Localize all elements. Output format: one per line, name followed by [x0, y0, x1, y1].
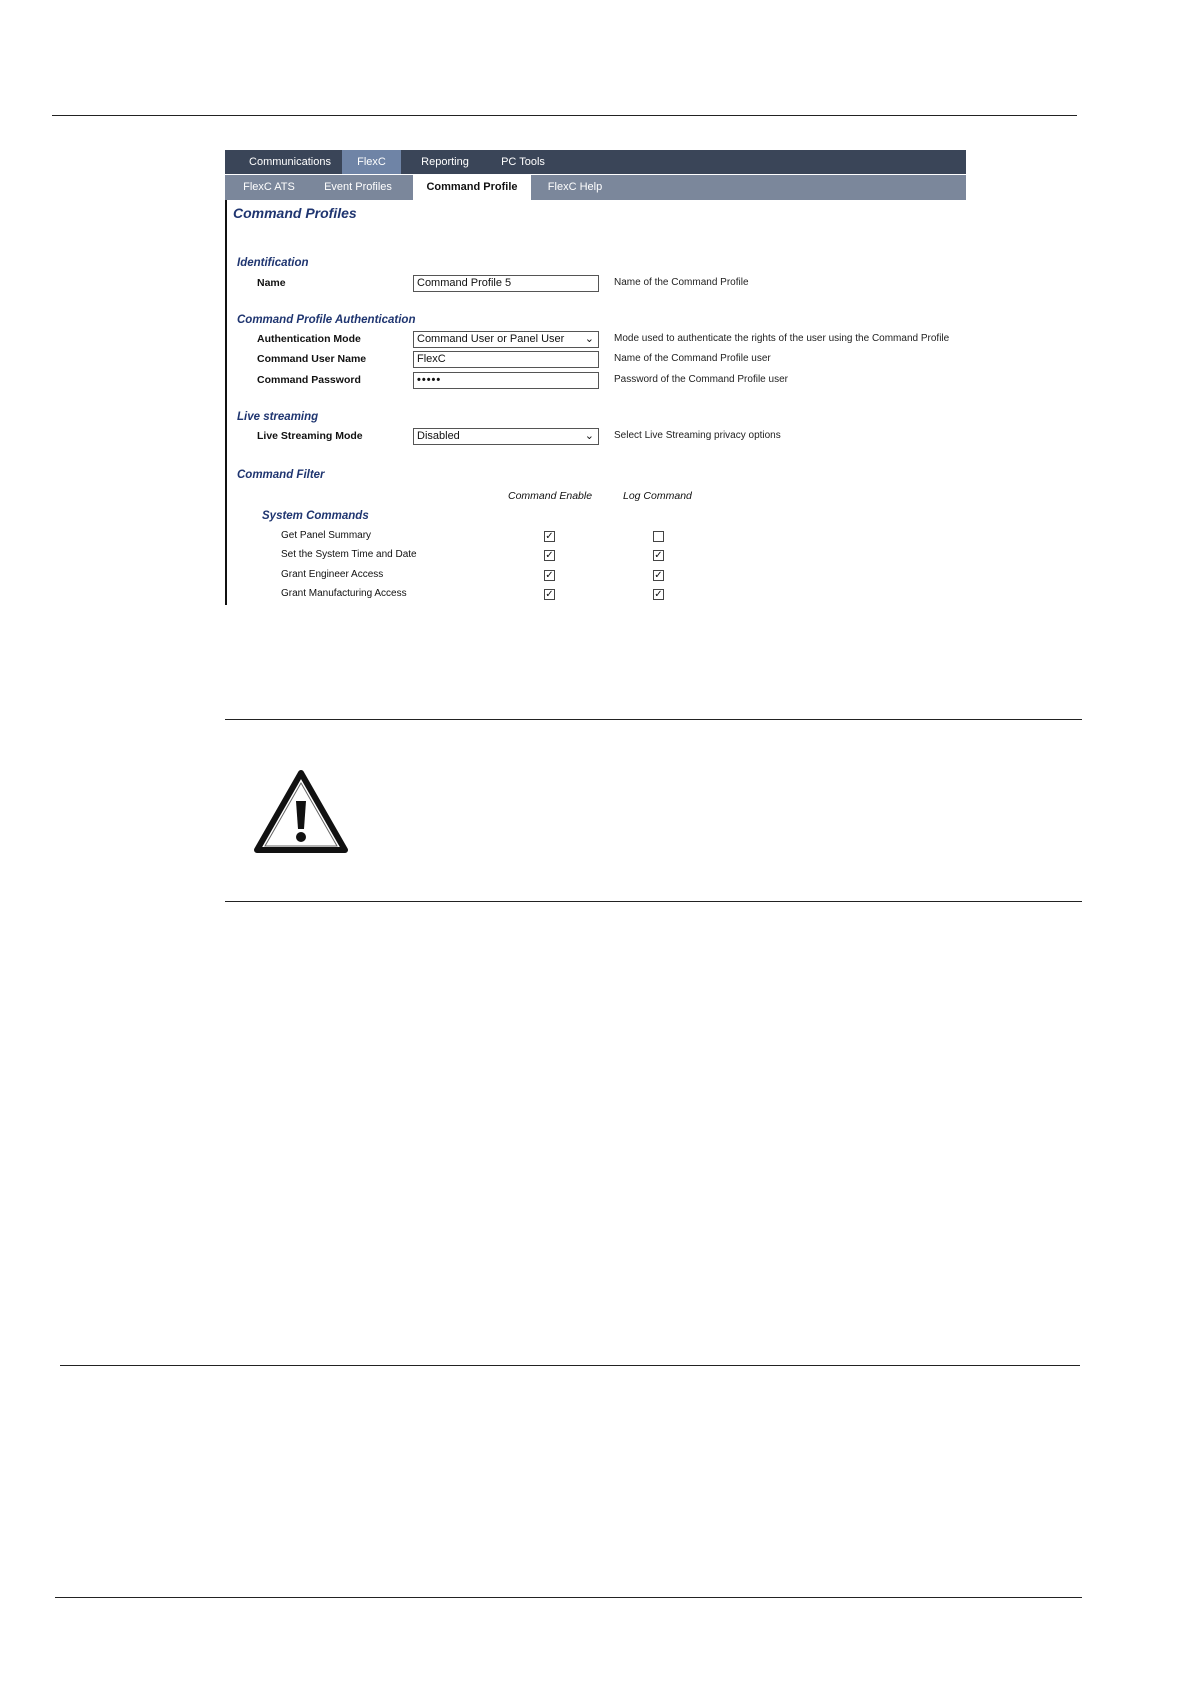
enable-checkbox[interactable] [544, 531, 555, 542]
chevron-down-icon: ⌄ [584, 430, 594, 442]
command-label: Grant Engineer Access [281, 569, 384, 580]
authentication-mode-description: Mode used to authenticate the rights of the user using the Command Profile [614, 333, 950, 344]
table-row [225, 586, 966, 604]
command-user-name-label: Command User Name [257, 353, 367, 365]
live-streaming-heading: Live streaming [237, 411, 319, 423]
log-checkbox[interactable] [653, 531, 664, 542]
name-description: Name of the Command Profile [614, 277, 749, 288]
name-label: Name [257, 277, 286, 289]
check-icon: ✓ [545, 589, 554, 600]
command-filter-heading: Command Filter [237, 469, 325, 481]
authentication-mode-label: Authentication Mode [257, 333, 361, 345]
live-streaming-mode-select[interactable] [413, 428, 599, 445]
command-password-field[interactable]: ••••• [413, 372, 599, 389]
authentication-heading: Command Profile Authentication [237, 314, 416, 326]
log-checkbox[interactable] [653, 570, 664, 581]
tab-flexc-help[interactable]: FlexC Help [547, 181, 603, 193]
check-icon: ✓ [654, 550, 663, 561]
check-icon: ✓ [654, 570, 663, 581]
check-icon: ✓ [545, 550, 554, 561]
tab-pc-tools[interactable]: PC Tools [501, 156, 545, 168]
table-row [225, 567, 966, 585]
tab-communications[interactable]: Communications [249, 156, 331, 168]
live-streaming-mode-description: Select Live Streaming privacy options [614, 430, 781, 441]
identification-heading: Identification [237, 257, 309, 269]
command-password-label: Command Password [257, 374, 361, 386]
command-user-name-field[interactable]: FlexC [413, 351, 599, 368]
tab-command-profile[interactable]: Command Profile [413, 175, 531, 200]
check-icon: ✓ [654, 589, 663, 600]
system-commands-heading: System Commands [262, 510, 369, 522]
tab-event-profiles[interactable]: Event Profiles [324, 181, 392, 193]
tab-flexc[interactable]: FlexC [342, 150, 401, 174]
command-password-description: Password of the Command Profile user [614, 374, 788, 385]
log-checkbox[interactable] [653, 550, 664, 561]
page-title: Command Profiles [233, 205, 357, 221]
warning-top-rule [225, 719, 1082, 720]
chevron-down-icon: ⌄ [584, 333, 594, 345]
log-command-column-header: Log Command [623, 490, 692, 502]
enable-checkbox[interactable] [544, 550, 555, 561]
table-row [225, 547, 966, 565]
sub-tab-bar [225, 175, 966, 200]
live-streaming-mode-value: Disabled [417, 430, 460, 442]
table-row [225, 528, 966, 546]
command-user-name-description: Name of the Command Profile user [614, 353, 771, 364]
command-label: Grant Manufacturing Access [281, 588, 407, 599]
enable-checkbox[interactable] [544, 570, 555, 581]
authentication-mode-value: Command User or Panel User [417, 333, 565, 345]
live-streaming-mode-label: Live Streaming Mode [257, 430, 363, 442]
command-profile-screenshot [225, 150, 966, 605]
name-field[interactable]: Command Profile 5 [413, 275, 599, 292]
tab-flexc-ats[interactable]: FlexC ATS [243, 181, 295, 193]
tab-reporting[interactable]: Reporting [421, 156, 469, 168]
warning-bottom-rule [225, 901, 1082, 902]
command-enable-column-header: Command Enable [508, 490, 593, 502]
check-icon: ✓ [545, 531, 554, 542]
enable-checkbox[interactable] [544, 589, 555, 600]
check-icon: ✓ [545, 570, 554, 581]
main-tab-bar [225, 150, 966, 174]
authentication-mode-select[interactable] [413, 331, 599, 348]
section-rule [60, 1365, 1080, 1366]
command-label: Set the System Time and Date [281, 549, 417, 560]
warning-triangle-icon [253, 769, 349, 855]
header-rule [52, 115, 1077, 116]
log-checkbox[interactable] [653, 589, 664, 600]
command-label: Get Panel Summary [281, 530, 372, 541]
footer-rule [55, 1597, 1082, 1598]
